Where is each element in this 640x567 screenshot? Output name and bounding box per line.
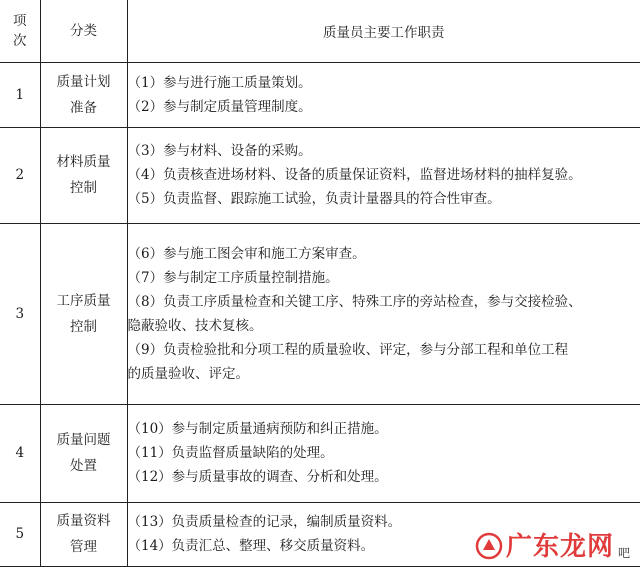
header-no	[0, 0, 40, 62]
row-no: 2	[0, 127, 40, 223]
header-no-char: 项	[13, 12, 27, 29]
duty-item: （5）负责监督、跟踪施工试验，负责计量器具的符合性审查。	[127, 191, 501, 207]
row-duties	[127, 404, 640, 502]
category-line: 材料质量	[56, 154, 111, 170]
duty-item: （14）负责汇总、整理、移交质量资料。	[127, 538, 375, 554]
row-duties	[127, 127, 640, 223]
category-line: 准备	[70, 99, 97, 116]
row-category	[40, 62, 127, 127]
row-no: 4	[0, 404, 40, 502]
category-line: 处置	[70, 458, 97, 474]
header-duties: 质量员主要工作职责	[127, 0, 640, 62]
row-no: 5	[0, 502, 40, 566]
duty-item: （13）负责质量检查的记录，编制质量资料。	[127, 514, 402, 530]
category-line: 工序质量	[56, 292, 111, 309]
category-line: 质量问题	[56, 432, 111, 448]
row-category	[40, 223, 127, 404]
table-row	[0, 223, 640, 404]
duty-item: （1）参与进行施工质量策划。	[127, 74, 312, 91]
duty-item: （2）参与制定质量管理制度。	[127, 98, 312, 115]
row-category	[40, 404, 127, 502]
duty-item: （12）参与质量事故的调查、分析和处理。	[127, 469, 388, 485]
watermark	[474, 531, 630, 561]
duty-item: （8）负责工序质量检查和关键工序、特殊工序的旁站检查，参与交接检验、	[127, 293, 582, 310]
duty-item: （10）参与制定质量通病预防和纠正措施。	[127, 421, 388, 437]
row-category	[40, 502, 127, 566]
duty-item: 隐蔽验收、技术复核。	[127, 317, 263, 334]
duty-item: （6）参与施工图会审和施工方案审查。	[127, 245, 366, 262]
table-header-row	[0, 0, 640, 62]
category-line: 管理	[70, 539, 97, 555]
row-duties	[127, 62, 640, 127]
category-line: 控制	[70, 180, 97, 196]
duty-item: （11）负责监督质量缺陷的处理。	[127, 445, 334, 461]
duty-item: （4）负责核查进场材料、设备的质量保证资料，监督进场材料的抽样复验。	[127, 167, 582, 183]
row-category	[40, 127, 127, 223]
watermark-sub: 吧	[617, 546, 630, 560]
header-no-char: 次	[13, 32, 27, 49]
header-category: 分类	[40, 0, 127, 62]
row-duties	[127, 223, 640, 404]
header-no-text	[0, 11, 40, 51]
duty-item: （9）负责检验批和分项工程的质量验收、评定，参与分部工程和单位工程	[127, 341, 569, 358]
table-row	[0, 404, 640, 502]
table-row	[0, 62, 640, 127]
row-no: 3	[0, 223, 40, 404]
watermark-text: 广东龙网	[505, 532, 614, 562]
table-row	[0, 127, 640, 223]
category-line: 质量计划	[56, 73, 111, 90]
category-line: 控制	[70, 318, 97, 335]
category-line: 质量资料	[56, 513, 111, 529]
duty-item: （3）参与材料、设备的采购。	[127, 143, 312, 159]
duty-item: 的质量验收、评定。	[127, 365, 249, 382]
row-no: 1	[0, 62, 40, 127]
watermark-logo-icon	[474, 531, 504, 561]
duty-item: （7）参与制定工序质量控制措施。	[127, 269, 339, 286]
